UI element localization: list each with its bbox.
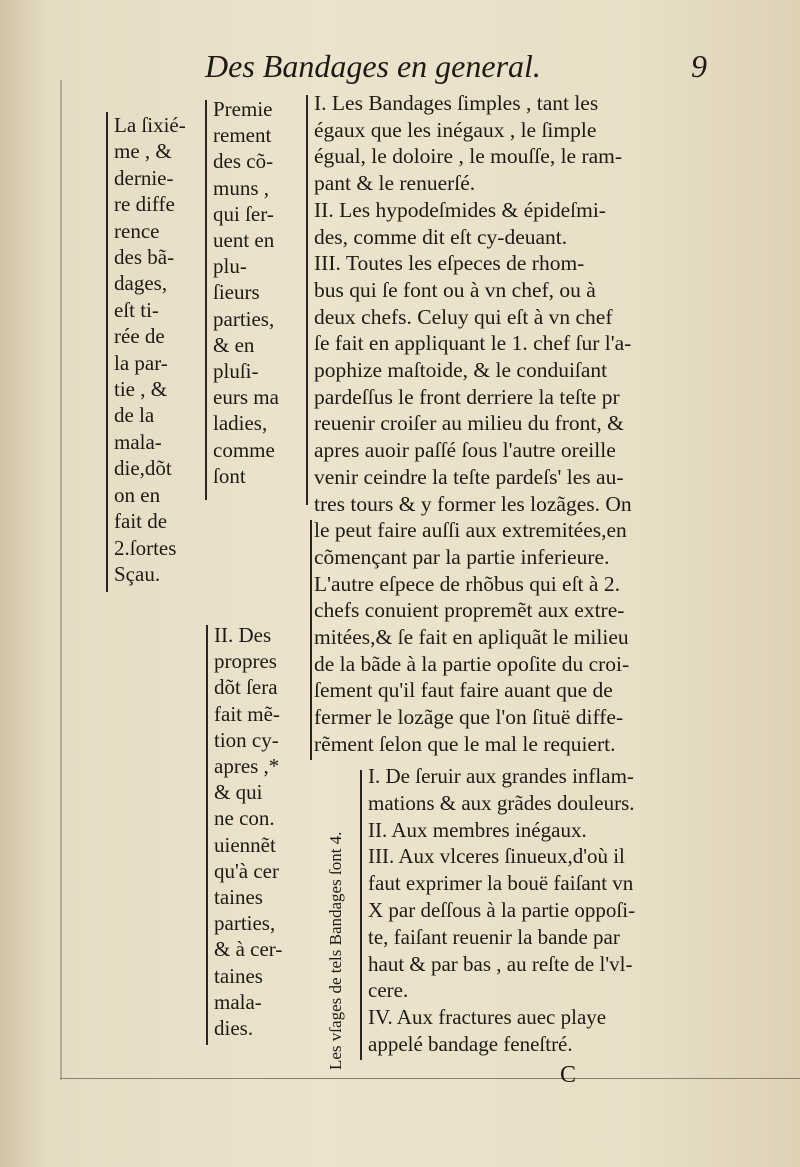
text-line: rẽment ſelon que le mal le requiert. xyxy=(314,731,616,756)
text-line: & qui xyxy=(214,780,263,805)
text-line: mitées,& ſe fait en apliquãt le milieu xyxy=(314,625,629,650)
text-line: comme xyxy=(213,437,275,462)
text-line: égual, le doloire , le mouſſe, le ram- xyxy=(314,144,623,169)
text-line: ladies, xyxy=(213,411,268,436)
text-line: taines xyxy=(214,963,263,988)
vertical-label xyxy=(322,780,352,1070)
text-line: qui ſer- xyxy=(213,201,274,226)
text-line: III. Aux vlceres ſinueux,d'où il xyxy=(368,844,625,869)
text-line: on en xyxy=(114,482,161,507)
text-line: III. Toutes les eſpeces de rhom- xyxy=(314,251,585,276)
text-line: cõmençant par la partie inferieure. xyxy=(314,544,610,569)
text-line: uent en xyxy=(213,228,275,253)
text-line: rement xyxy=(213,123,272,148)
text-line: rée de xyxy=(114,324,165,349)
text-line: mations & aux grãdes douleurs. xyxy=(368,790,635,815)
text-line: chefs conuient propremẽt aux extre- xyxy=(314,598,625,623)
brace-col2-upper xyxy=(205,100,207,500)
text-line: dies. xyxy=(214,1016,254,1041)
text-line: deux chefs. Celuy qui eſt à vn chef xyxy=(314,304,613,329)
text-line: fait mẽ- xyxy=(214,701,280,726)
column-2-lower xyxy=(214,622,306,1041)
text-line: dages, xyxy=(114,271,168,296)
vertical-label-text: Les vſages de tels Bandages ſont 4. xyxy=(326,831,345,1070)
text-line: venir ceindre la teſte pardeſs' les au- xyxy=(314,464,624,489)
brace-col1 xyxy=(106,112,108,592)
brace-col3-lower xyxy=(360,770,362,1060)
text-line: mala- xyxy=(114,429,162,454)
catchword: C xyxy=(560,1062,577,1088)
running-title: Des Bandages en general. xyxy=(205,48,541,84)
text-line: I. De ſeruir aux grandes inflam- xyxy=(368,764,634,788)
text-line: me , & xyxy=(114,139,172,164)
text-line: ſe fait en appliquant le 1. chef ſur l'a- xyxy=(314,331,632,356)
text-line: pant & le renuerſé. xyxy=(314,171,476,196)
text-line: parties, xyxy=(214,911,276,936)
text-line: te, faiſant reuenir la bande par xyxy=(368,924,620,949)
text-line: des, comme dit eſt cy-deuant. xyxy=(314,224,568,249)
brace-col3-middle xyxy=(310,520,312,760)
text-line: faut exprimer la bouë faiſant vn xyxy=(368,871,634,896)
text-line: ſieurs xyxy=(213,280,260,305)
footer-rule xyxy=(60,1078,800,1079)
text-line: tres tours & y former les lozãges. On xyxy=(314,491,632,516)
text-line: Premie xyxy=(213,97,273,121)
column-3-upper xyxy=(314,90,700,758)
running-header xyxy=(195,48,715,88)
text-line: haut & par bas , au reſte de l'vl- xyxy=(368,951,633,976)
column-2-upper xyxy=(213,96,303,489)
text-line: taines xyxy=(214,885,263,910)
text-line: L'autre eſpece de rhõbus qui eſt à 2. xyxy=(314,571,620,596)
text-line: X par deſſous à la partie oppoſi- xyxy=(368,897,636,922)
text-line: dõt ſera xyxy=(214,675,278,700)
text-line: pardeſſus le front derriere la teſte pr xyxy=(314,384,620,409)
text-line: IV. Aux fractures auec playe xyxy=(368,1005,607,1030)
text-line: qu'à cer xyxy=(214,858,279,883)
text-line: rence xyxy=(114,218,160,243)
text-line: uiennẽt xyxy=(214,832,276,857)
margin-rule xyxy=(60,80,62,1080)
text-line: apres auoir paſſé ſous l'autre oreille xyxy=(314,438,616,463)
column-1 xyxy=(114,112,206,587)
text-line: re diffe xyxy=(114,192,175,217)
text-line: tie , & xyxy=(114,377,168,402)
text-line: apres ,* xyxy=(214,754,280,779)
text-line: propres xyxy=(214,649,277,674)
text-line: cere. xyxy=(368,978,409,1003)
text-line: bus qui ſe font ou à vn chef, ou à xyxy=(314,277,596,302)
brace-col2-lower xyxy=(206,625,208,1045)
text-line: le peut faire auſſi aux extremitées,en xyxy=(314,518,627,543)
text-line: de la bãde à la partie opoſite du croi- xyxy=(314,651,630,676)
text-line: dernie- xyxy=(114,165,174,190)
text-line: 2.ſortes xyxy=(114,535,177,560)
text-line: pluſi- xyxy=(213,359,259,384)
text-line: égaux que les inégaux , le ſimple xyxy=(314,117,597,142)
text-line: ne con. xyxy=(214,806,275,831)
text-line: I. Les Bandages ſimples , tant les xyxy=(314,91,599,115)
text-line: II. Les hypodeſmides & épideſmi- xyxy=(314,197,606,222)
text-line: appelé bandage feneſtré. xyxy=(368,1031,573,1056)
text-line: tion cy- xyxy=(214,727,279,752)
text-line: & en xyxy=(213,332,255,357)
text-line: pophize maſtoide, & le conduiſant xyxy=(314,358,608,383)
text-line: II. Des xyxy=(214,623,272,647)
text-line: de la xyxy=(114,403,155,428)
text-line: II. Aux membres inégaux. xyxy=(368,817,587,842)
brace-col3-upper xyxy=(306,95,308,505)
text-line: ſement qu'il faut faire auant que de xyxy=(314,678,613,703)
text-line: la par- xyxy=(114,350,168,375)
text-line: muns , xyxy=(213,175,270,200)
text-line: La ſixié- xyxy=(114,113,186,137)
text-line: des bã- xyxy=(114,245,175,270)
text-line: eurs ma xyxy=(213,385,279,410)
text-line: reuenir croiſer au milieu du front, & xyxy=(314,411,624,436)
column-3-lower xyxy=(368,763,703,1058)
text-line: die,dõt xyxy=(114,456,172,481)
text-line: eſt ti- xyxy=(114,297,159,322)
text-line: & à cer- xyxy=(214,937,283,962)
text-line: fait de xyxy=(114,509,168,534)
text-line: des cõ- xyxy=(213,149,274,174)
text-line: plu- xyxy=(213,254,247,279)
text-line: ſont xyxy=(213,463,246,488)
text-line: Sçau. xyxy=(114,561,161,586)
text-line: parties, xyxy=(213,306,275,331)
text-line: mala- xyxy=(214,989,262,1014)
text-line: fermer le lozãge que l'on ſituë diffe- xyxy=(314,705,624,730)
page-number: 9 xyxy=(691,48,707,84)
